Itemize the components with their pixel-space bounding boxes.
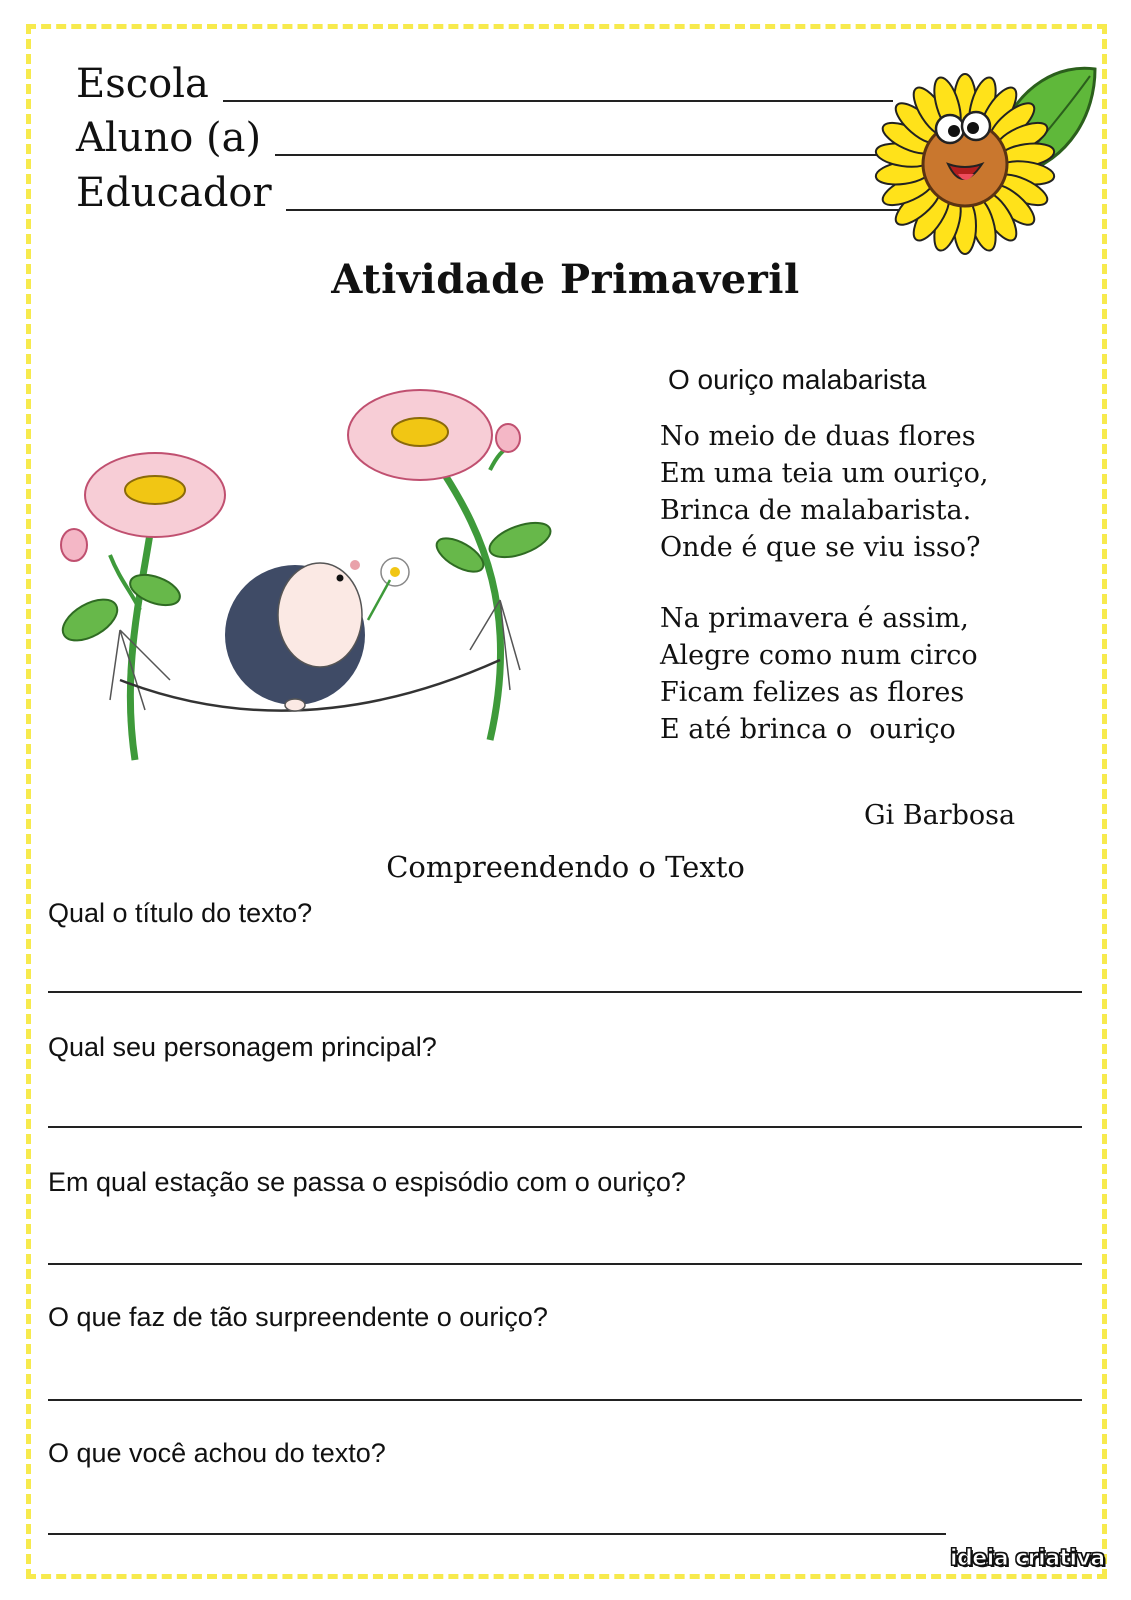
- poem-stanza-2: [660, 600, 978, 748]
- teacher-label: Educador: [76, 170, 272, 216]
- poem-line: Na primavera é assim,: [660, 603, 969, 634]
- poem-line: Alegre como num circo: [660, 640, 978, 671]
- sunflower-illustration: [870, 64, 1100, 264]
- brand-logo: ideia criativa: [950, 1546, 1105, 1571]
- answer-line-5[interactable]: [48, 1533, 946, 1535]
- poem-line: No meio de duas flores: [660, 421, 976, 452]
- section-title: Compreendendo o Texto: [386, 850, 745, 884]
- poem-line: Em uma teia um ouriço,: [660, 458, 989, 489]
- question-1: Qual o título do texto?: [48, 898, 313, 928]
- question-4: O que faz de tão surpreendente o ouriço?: [48, 1302, 548, 1332]
- answer-line-3[interactable]: [48, 1263, 1082, 1265]
- school-line[interactable]: [223, 100, 893, 102]
- hedgehog-illustration: [50, 380, 570, 770]
- school-row: [76, 61, 893, 107]
- answer-line-4[interactable]: [48, 1399, 1082, 1401]
- question-5: O que você achou do texto?: [48, 1438, 386, 1468]
- poem-title: O ouriço malabarista: [668, 364, 927, 395]
- poem-line: Ficam felizes as flores: [660, 677, 965, 708]
- poem-line: Brinca de malabarista.: [660, 495, 972, 526]
- page-title: Atividade Primaveril: [331, 256, 800, 303]
- poem-author: Gi Barbosa: [864, 800, 1016, 831]
- answer-line-1[interactable]: [48, 991, 1082, 993]
- teacher-line[interactable]: [286, 209, 906, 211]
- answer-line-2[interactable]: [48, 1126, 1082, 1128]
- student-label: Aluno (a): [76, 115, 262, 161]
- poem-stanza-1: [660, 418, 988, 566]
- question-3: Em qual estação se passa o espisódio com o ouriço?: [48, 1167, 686, 1197]
- student-row: [76, 115, 895, 161]
- teacher-row: [76, 170, 906, 216]
- question-2: Qual seu personagem principal?: [48, 1032, 437, 1062]
- school-label: Escola: [76, 61, 209, 107]
- student-line[interactable]: [275, 154, 895, 156]
- poem-line: E até brinca o ouriço: [660, 714, 956, 745]
- poem-line: Onde é que se viu isso?: [660, 532, 981, 563]
